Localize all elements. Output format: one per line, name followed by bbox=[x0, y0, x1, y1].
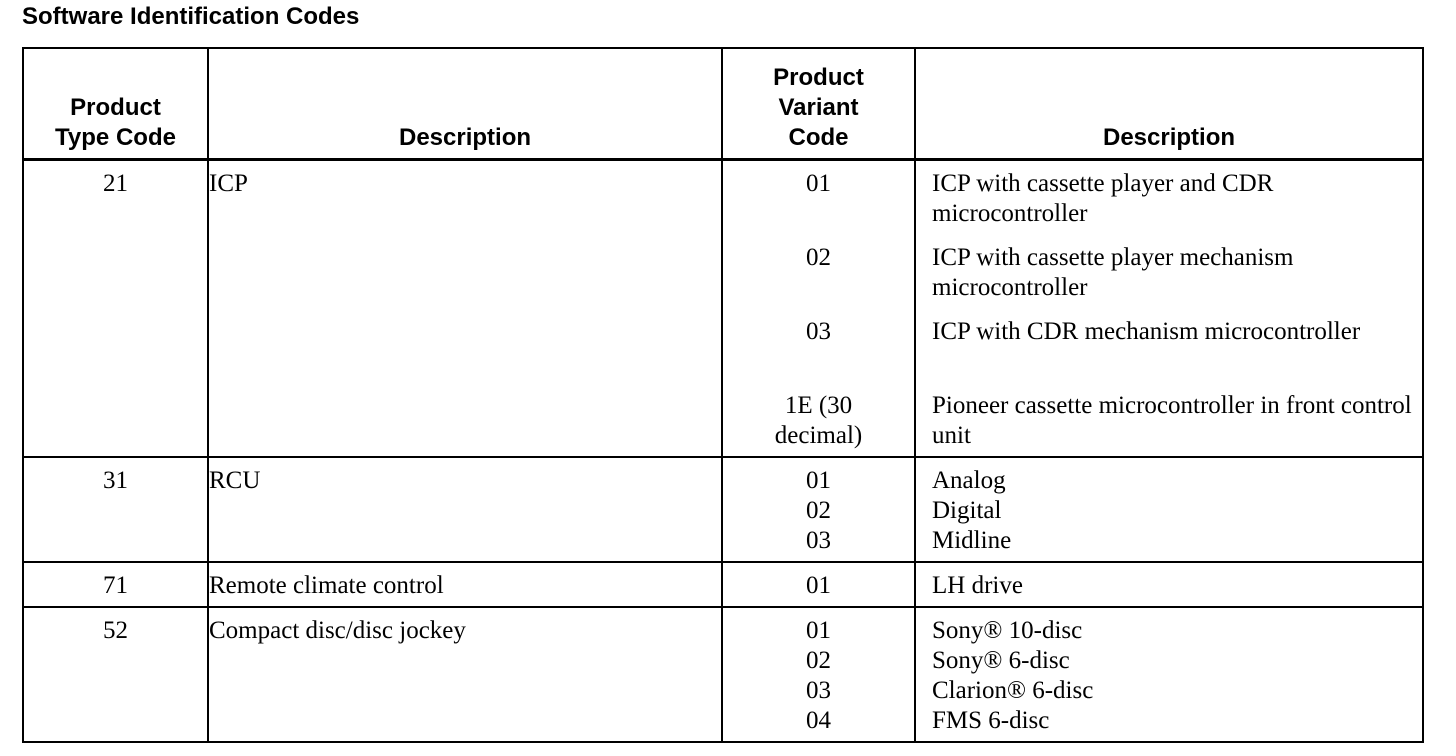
variant-code: 03 bbox=[806, 527, 831, 554]
table-row bbox=[23, 607, 1423, 742]
software-codes-table bbox=[22, 47, 1424, 743]
table-row bbox=[23, 457, 1423, 562]
variant-description-cell bbox=[915, 160, 1423, 458]
variant-description: ICP with cassette player mechanism microcontroller bbox=[932, 244, 1294, 301]
variant-code: 03 bbox=[806, 677, 831, 704]
variant-code: 01 bbox=[806, 467, 831, 494]
variant-code: 01 bbox=[806, 572, 831, 599]
variant-description: Pioneer cassette microcontroller in front control unit bbox=[932, 392, 1412, 449]
variant-description-cell bbox=[915, 457, 1423, 562]
page-title: Software Identification Codes bbox=[22, 3, 360, 30]
variant-description: Clarion® 6-disc bbox=[932, 677, 1094, 704]
header-product-variant-code-label: Product Variant Code bbox=[773, 64, 864, 151]
variant-description: FMS 6-disc bbox=[932, 707, 1050, 734]
type-description-cell: RCU bbox=[208, 457, 722, 562]
variant-description-cell bbox=[915, 607, 1423, 742]
variant-code: 01 bbox=[806, 170, 831, 197]
variant-description-cell bbox=[915, 562, 1423, 607]
header-variant-description: Description bbox=[915, 48, 1423, 160]
variant-description: Midline bbox=[932, 527, 1012, 554]
variant-description: Analog bbox=[932, 467, 1006, 494]
header-product-variant-code bbox=[722, 48, 915, 160]
type-description-cell: Compact disc/disc jockey bbox=[208, 607, 722, 742]
header-product-type-code bbox=[23, 48, 208, 160]
type-code-cell: 21 bbox=[23, 160, 208, 458]
variant-description: Sony® 6-disc bbox=[932, 647, 1070, 674]
header-product-type-code-label: Product Type Code bbox=[55, 94, 176, 151]
variant-description: LH drive bbox=[932, 572, 1023, 599]
variant-description: ICP with cassette player and CDR microcontroller bbox=[932, 170, 1274, 227]
table-header-row bbox=[23, 48, 1423, 160]
type-description-cell: ICP bbox=[208, 160, 722, 458]
variant-code-cell bbox=[722, 607, 915, 742]
variant-code: 04 bbox=[806, 707, 831, 734]
variant-code: 1E (30 decimal) bbox=[774, 392, 863, 449]
variant-description: ICP with CDR mechanism microcontroller bbox=[932, 318, 1361, 345]
variant-description: Digital bbox=[932, 497, 1002, 524]
variant-code: 01 bbox=[806, 617, 831, 644]
table-row bbox=[23, 562, 1423, 607]
variant-code: 02 bbox=[806, 497, 831, 524]
variant-description: Sony® 10-disc bbox=[932, 617, 1083, 644]
variant-code-cell bbox=[722, 457, 915, 562]
type-code-cell: 71 bbox=[23, 562, 208, 607]
type-description-cell: Remote climate control bbox=[208, 562, 722, 607]
variant-code: 02 bbox=[806, 647, 831, 674]
type-code-cell: 52 bbox=[23, 607, 208, 742]
variant-code: 03 bbox=[806, 318, 831, 345]
variant-code: 02 bbox=[806, 244, 831, 271]
table-row bbox=[23, 160, 1423, 458]
variant-code-cell bbox=[722, 160, 915, 458]
type-code-cell: 31 bbox=[23, 457, 208, 562]
variant-code-cell bbox=[722, 562, 915, 607]
header-description: Description bbox=[208, 48, 722, 160]
